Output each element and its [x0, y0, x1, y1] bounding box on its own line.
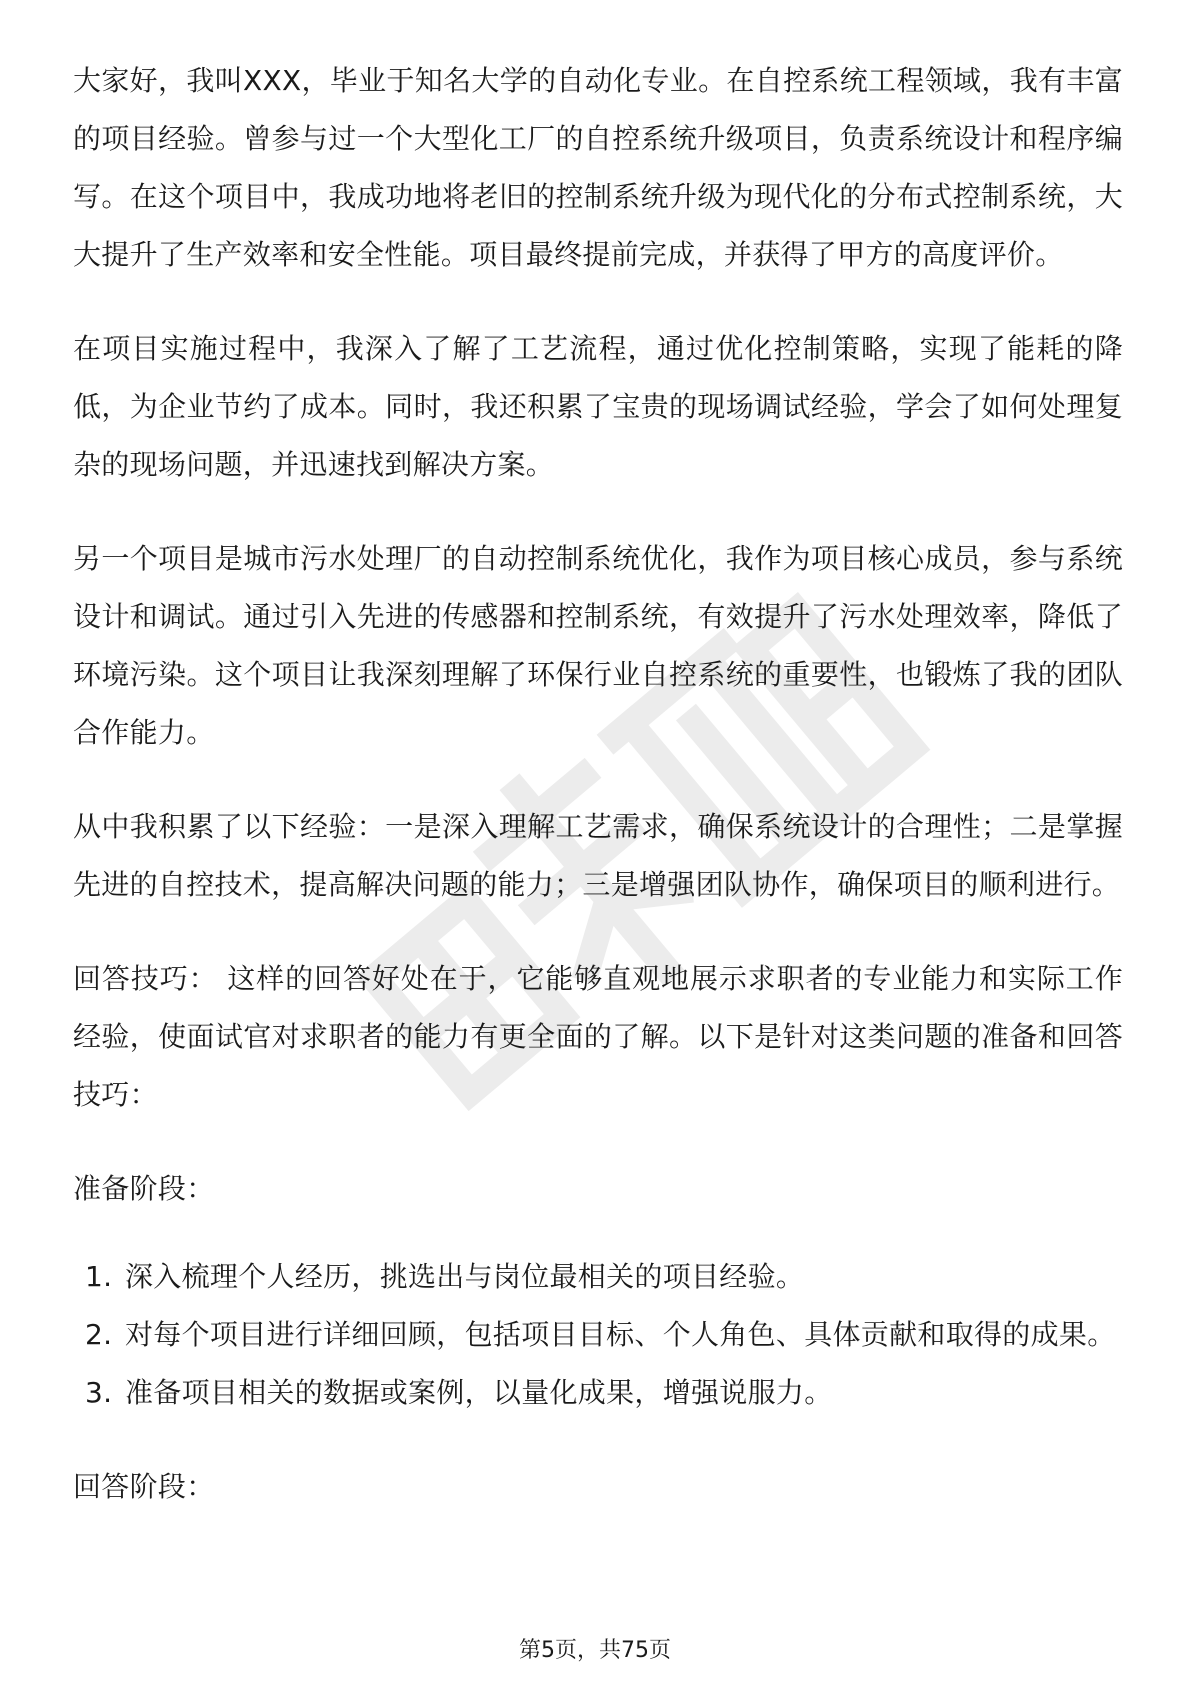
second-project-paragraph: 另一个项目是城市污水处理厂的自动控制系统优化，我作为项目核心成员，参与系统设计和调试。通过引入先进的传感器和控制系统，有效提升了污水处理效率，降低了环境污染。这个项目让我深刻理解了环保行业自控系统的重要性，也锻炼了我的团队合作能力。 [73, 542, 1123, 749]
answer-stage-heading: 回答阶段： [73, 1470, 215, 1503]
experience-summary-paragraph: 从中我积累了以下经验：一是深入理解工艺需求，确保系统设计的合理性；二是掌握先进的自控技术，提高解决问题的能力；三是增强团队协作，确保项目的顺利进行。 [73, 810, 1123, 901]
list-item-text: 准备项目相关的数据或案例，以量化成果，增强说服力。 [125, 1376, 833, 1409]
document-body [73, 52, 1123, 1516]
list-item-text: 对每个项目进行详细回顾，包括项目目标、个人角色、具体贡献和取得的成果。 [125, 1318, 1116, 1351]
list-item-text: 深入梳理个人经历，挑选出与岗位最相关的项目经验。 [125, 1260, 805, 1293]
list-item-number: 1. [85, 1260, 113, 1293]
list-item [73, 1248, 1123, 1306]
list-item [73, 1306, 1123, 1364]
implementation-paragraph: 在项目实施过程中，我深入了解了工艺流程，通过优化控制策略，实现了能耗的降低，为企业节约了成本。同时，我还积累了宝贵的现场调试经验，学会了如何处理复杂的现场问题，并迅速找到解决方案。 [73, 332, 1123, 481]
prep-steps-list [73, 1248, 1123, 1422]
answer-tips-paragraph: 回答技巧： 这样的回答好处在于，它能够直观地展示求职者的专业能力和实际工作经验，使面试官对求职者的能力有更全面的了解。以下是针对这类问题的准备和回答技巧： [73, 962, 1123, 1111]
page-number-footer: 第5页，共75页 [519, 1638, 671, 1663]
list-item-number: 2. [85, 1318, 113, 1351]
prep-stage-heading: 准备阶段： [73, 1172, 215, 1205]
intro-paragraph: 大家好，我叫XXX，毕业于知名大学的自动化专业。在自控系统工程领域，我有丰富的项目经验。曾参与过一个大型化工厂的自控系统升级项目，负责系统设计和程序编写。在这个项目中，我成功地将老旧的控制系统升级为现代化的分布式控制系统，大大提升了生产效率和安全性能。项目最终提前完成，并获得了甲方的高度评价。 [73, 64, 1123, 271]
list-item [73, 1364, 1123, 1422]
list-item-number: 3. [85, 1376, 113, 1409]
